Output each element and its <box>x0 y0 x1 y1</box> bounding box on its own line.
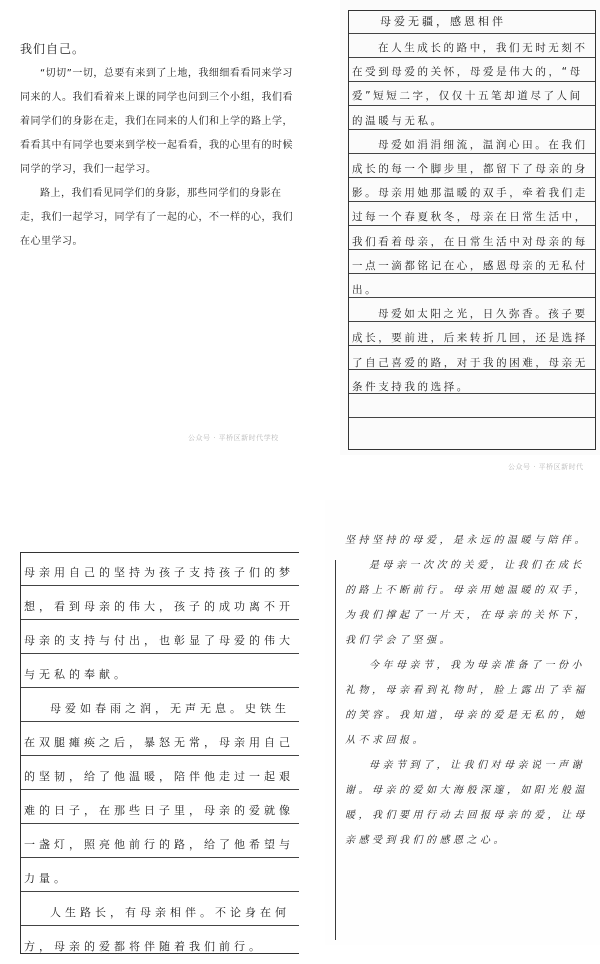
essay-greeting: 我们自己。 <box>20 42 86 56</box>
paragraph: 母亲用自己的坚持为孩子支持孩子们的梦想，看到母亲的伟大，孩子的成功离不开母亲的支持与付出，也彰显了母爱的伟大与无私的奉献。 <box>24 566 294 681</box>
essay-body <box>24 556 294 964</box>
paragraph: 母爱如涓涓细流，温润心田。在我们成长的每一个脚步里，都留下了母亲的身影。母亲用她那温暖的双手，牵着我们走过每一个春夏秋冬，母亲在日常生活中，我们看着母亲，在日常生活中对母亲的每一点一滴都铭记在心，感恩母亲的无私付出。 <box>352 138 588 297</box>
paragraph: 路上，我们看见同学们的身影，那些同学们的身影在走，我们一起学习，同学有了一起的心，不一样的心，我们在心里学习。 <box>20 188 293 247</box>
paragraph: “切切”一切，总要有来到了上地，我细细看看同来学习同来的人。我们看着来上课的同学也问到三个小组，我们看着同学们的身影在走，我们在同来的人们和上学的路上学，看看其中有同学也要来到学校一起看看，我的心里有的时候同学的学习，我们一起学习。 <box>20 68 293 175</box>
essay-body <box>20 62 298 254</box>
paragraph: 母爱如春雨之润，无声无息。史铁生在双腿瘫痪之后，暴怒无常，母亲用自己的坚韧，给了他温暖，陪伴他走过一起艰难的日子，在那些日子里，母亲的爱就像一盏灯，照亮他前行的路，给了他希望与力量。 <box>24 702 294 885</box>
essay-page-bottom-right <box>325 500 600 945</box>
paragraph: 母亲节到了，让我们对母亲说一声谢谢。母亲的爱如大海般深邃，如阳光般温暖，我们要用行动去回报母亲的爱，让母亲感受到我们的感恩之心。 <box>345 760 588 846</box>
grid-line <box>349 33 595 34</box>
watermark: 公众号 · 平桥区新时代学校 <box>188 434 279 442</box>
essay-page-bottom-left <box>0 520 300 953</box>
essay-page-top-right <box>340 0 600 455</box>
margin-line <box>335 560 336 940</box>
essay-page-top-left <box>0 0 305 445</box>
paragraph: 在人生成长的路中，我们无时无刻不在受到母爱的关怀，母爱是伟大的，“母爱”短短二字，仅仅十五笔却道尽了人间的温暖与无私。 <box>352 42 588 127</box>
grid-line <box>349 417 595 418</box>
paragraph: 是母亲一次次的关爱，让我们在成长的路上不断前行。母亲用她温暖的双手，为我们撑起了一片天，在母亲的关怀下，我们学会了坚强。 <box>345 560 588 646</box>
essay-title: 母爱无疆，感恩相伴 <box>380 15 506 28</box>
paragraph: 人生路长，有母亲相伴。不论身在何方，母亲的爱都将伴随着我们前行。 <box>24 906 290 953</box>
paragraph: 今年母亲节，我为母亲准备了一份小礼物，母亲看到礼物时，脸上露出了幸福的笑容。我知道，母亲的爱是无私的，她从不求回报。 <box>345 660 588 746</box>
paragraph: 坚持坚持的母爱，是永远的温暖与陪伴。 <box>345 535 588 546</box>
essay-body <box>345 528 593 853</box>
essay-body <box>352 36 592 399</box>
paragraph: 母爱如太阳之光，日久弥香。孩子要成长，要前进，后来转折几回，还是选择了自己喜爱的路，对于我的困难，母亲无条件支持我的选择。 <box>352 308 588 393</box>
watermark: 公众号 · 平桥区新时代 <box>508 463 584 471</box>
